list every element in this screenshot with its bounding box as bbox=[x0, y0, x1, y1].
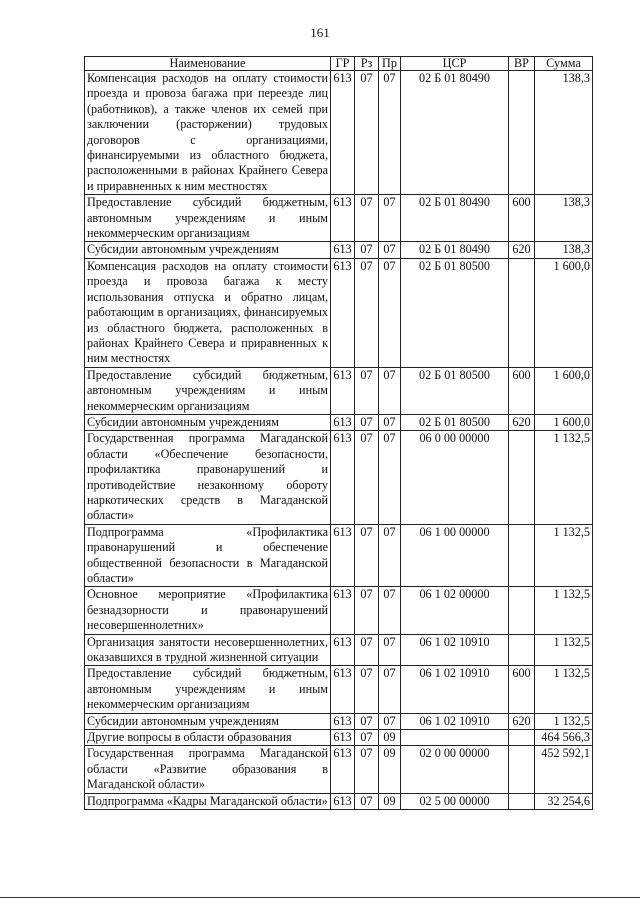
row-sum-cell: 1 132,5 bbox=[535, 431, 593, 524]
row-csr-cell: 06 0 00 00000 bbox=[401, 431, 509, 524]
row-sum-cell: 1 132,5 bbox=[535, 524, 593, 587]
row-name-cell: Компенсация расходов на оплату стоимости проезда и провоза багажа к месту использования отпуска и обратно лицам, работающим в организациях, финансируемых из областного бюджета, расположенных в районах Крайнего Севера и приравненных к ним местностях bbox=[85, 258, 331, 367]
row-pr-cell: 09 bbox=[379, 746, 401, 793]
row-csr-cell: 02 Б 01 80500 bbox=[401, 414, 509, 430]
row-vr-cell bbox=[509, 730, 535, 746]
row-pr-cell: 07 bbox=[379, 587, 401, 634]
row-sum-cell: 138,3 bbox=[535, 195, 593, 242]
row-csr-cell: 02 Б 01 80490 bbox=[401, 71, 509, 195]
row-rz-cell: 07 bbox=[355, 666, 379, 713]
row-csr-cell: 02 Б 01 80500 bbox=[401, 367, 509, 414]
row-sum-cell: 1 132,5 bbox=[535, 713, 593, 729]
row-sum-cell: 1 132,5 bbox=[535, 634, 593, 666]
row-pr-cell: 07 bbox=[379, 431, 401, 524]
row-pr-cell: 09 bbox=[379, 793, 401, 809]
row-sum-cell: 32 254,6 bbox=[535, 793, 593, 809]
row-gr-cell: 613 bbox=[331, 634, 355, 666]
table-row bbox=[85, 713, 593, 729]
row-csr-cell: 02 5 00 00000 bbox=[401, 793, 509, 809]
row-sum-cell: 1 600,0 bbox=[535, 367, 593, 414]
table-header-row bbox=[85, 57, 593, 71]
row-rz-cell: 07 bbox=[355, 431, 379, 524]
row-csr-cell: 06 1 00 00000 bbox=[401, 524, 509, 587]
row-pr-cell: 07 bbox=[379, 713, 401, 729]
table-row bbox=[85, 666, 593, 713]
row-vr-cell bbox=[509, 746, 535, 793]
row-name-cell: Субсидии автономным учреждениям bbox=[85, 242, 331, 258]
table-row bbox=[85, 746, 593, 793]
row-gr-cell: 613 bbox=[331, 746, 355, 793]
row-vr-cell bbox=[509, 431, 535, 524]
row-vr-cell: 600 bbox=[509, 195, 535, 242]
row-name-cell: Подпрограмма «Кадры Магаданской области» bbox=[85, 793, 331, 809]
header-gr: ГР bbox=[331, 57, 355, 71]
row-csr-cell: 02 Б 01 80490 bbox=[401, 242, 509, 258]
row-vr-cell bbox=[509, 634, 535, 666]
row-rz-cell: 07 bbox=[355, 634, 379, 666]
page-number: 161 bbox=[310, 25, 330, 40]
row-gr-cell: 613 bbox=[331, 431, 355, 524]
table-row bbox=[85, 242, 593, 258]
table-row bbox=[85, 793, 593, 809]
row-gr-cell: 613 bbox=[331, 713, 355, 729]
table-row bbox=[85, 414, 593, 430]
header-vr: ВР bbox=[509, 57, 535, 71]
row-gr-cell: 613 bbox=[331, 730, 355, 746]
row-csr-cell: 06 1 02 10910 bbox=[401, 713, 509, 729]
row-sum-cell: 1 132,5 bbox=[535, 587, 593, 634]
row-name-cell: Предоставление субсидий бюджетным, автономным учреждениям и иным некоммерческим организациям bbox=[85, 666, 331, 713]
row-pr-cell: 07 bbox=[379, 367, 401, 414]
row-gr-cell: 613 bbox=[331, 793, 355, 809]
row-pr-cell: 07 bbox=[379, 242, 401, 258]
row-gr-cell: 613 bbox=[331, 195, 355, 242]
row-vr-cell bbox=[509, 793, 535, 809]
row-name-cell: Предоставление субсидий бюджетным, автономным учреждениям и иным некоммерческим организациям bbox=[85, 195, 331, 242]
row-name-cell: Подпрограмма «Профилактика правонарушений и обеспечение общественной безопасности в Магаданской области» bbox=[85, 524, 331, 587]
row-rz-cell: 07 bbox=[355, 713, 379, 729]
row-vr-cell: 600 bbox=[509, 666, 535, 713]
row-pr-cell: 07 bbox=[379, 666, 401, 713]
header-rz: Рз bbox=[355, 57, 379, 71]
row-sum-cell: 1 600,0 bbox=[535, 258, 593, 367]
row-pr-cell: 07 bbox=[379, 524, 401, 587]
row-csr-cell: 06 1 02 10910 bbox=[401, 634, 509, 666]
table-row bbox=[85, 634, 593, 666]
row-csr-cell bbox=[401, 730, 509, 746]
row-sum-cell: 138,3 bbox=[535, 71, 593, 195]
table-row bbox=[85, 71, 593, 195]
row-vr-cell: 620 bbox=[509, 713, 535, 729]
row-sum-cell: 452 592,1 bbox=[535, 746, 593, 793]
row-gr-cell: 613 bbox=[331, 587, 355, 634]
row-rz-cell: 07 bbox=[355, 258, 379, 367]
row-pr-cell: 07 bbox=[379, 258, 401, 367]
row-pr-cell: 07 bbox=[379, 71, 401, 195]
row-csr-cell: 06 1 02 10910 bbox=[401, 666, 509, 713]
row-name-cell: Субсидии автономным учреждениям bbox=[85, 713, 331, 729]
row-vr-cell: 620 bbox=[509, 414, 535, 430]
row-rz-cell: 07 bbox=[355, 524, 379, 587]
row-pr-cell: 07 bbox=[379, 195, 401, 242]
row-rz-cell: 07 bbox=[355, 195, 379, 242]
row-rz-cell: 07 bbox=[355, 71, 379, 195]
row-pr-cell: 07 bbox=[379, 414, 401, 430]
row-sum-cell: 464 566,3 bbox=[535, 730, 593, 746]
table-row bbox=[85, 730, 593, 746]
table-row bbox=[85, 367, 593, 414]
budget-table bbox=[84, 56, 593, 810]
row-rz-cell: 07 bbox=[355, 793, 379, 809]
row-csr-cell: 06 1 02 00000 bbox=[401, 587, 509, 634]
row-gr-cell: 613 bbox=[331, 524, 355, 587]
row-vr-cell bbox=[509, 258, 535, 367]
row-vr-cell bbox=[509, 71, 535, 195]
table-row bbox=[85, 258, 593, 367]
row-pr-cell: 07 bbox=[379, 634, 401, 666]
table-row bbox=[85, 431, 593, 524]
row-gr-cell: 613 bbox=[331, 71, 355, 195]
row-vr-cell: 620 bbox=[509, 242, 535, 258]
row-gr-cell: 613 bbox=[331, 666, 355, 713]
row-csr-cell: 02 Б 01 80490 bbox=[401, 195, 509, 242]
table-row bbox=[85, 195, 593, 242]
row-sum-cell: 138,3 bbox=[535, 242, 593, 258]
row-rz-cell: 07 bbox=[355, 414, 379, 430]
row-gr-cell: 613 bbox=[331, 414, 355, 430]
row-rz-cell: 07 bbox=[355, 367, 379, 414]
row-name-cell: Основное мероприятие «Профилактика безнадзорности и правонарушений несовершеннолетних» bbox=[85, 587, 331, 634]
page-bottom-rule bbox=[0, 897, 640, 898]
header-name: Наименование bbox=[85, 57, 331, 71]
row-vr-cell bbox=[509, 524, 535, 587]
row-pr-cell: 09 bbox=[379, 730, 401, 746]
row-name-cell: Предоставление субсидий бюджетным, автономным учреждениям и иным некоммерческим организациям bbox=[85, 367, 331, 414]
row-name-cell: Субсидии автономным учреждениям bbox=[85, 414, 331, 430]
row-csr-cell: 02 Б 01 80500 bbox=[401, 258, 509, 367]
row-name-cell: Компенсация расходов на оплату стоимости проезда и провоза багажа при переезде лиц (работников), а также членов их семей при заключении (расторжении) трудовых договоров с организациями, финансируемыми из областного бюджета, расположенными в районах Крайнего Севера и приравненных к ним местностях bbox=[85, 71, 331, 195]
row-sum-cell: 1 600,0 bbox=[535, 414, 593, 430]
row-name-cell: Государственная программа Магаданской области «Развитие образования в Магаданской области» bbox=[85, 746, 331, 793]
row-csr-cell: 02 0 00 00000 bbox=[401, 746, 509, 793]
table-row bbox=[85, 524, 593, 587]
row-name-cell: Другие вопросы в области образования bbox=[85, 730, 331, 746]
row-rz-cell: 07 bbox=[355, 242, 379, 258]
header-sum: Сумма bbox=[535, 57, 593, 71]
row-vr-cell bbox=[509, 587, 535, 634]
row-gr-cell: 613 bbox=[331, 367, 355, 414]
row-name-cell: Организация занятости несовершеннолетних, оказавшихся в трудной жизненной ситуации bbox=[85, 634, 331, 666]
row-rz-cell: 07 bbox=[355, 746, 379, 793]
row-gr-cell: 613 bbox=[331, 258, 355, 367]
header-pr: Пр bbox=[379, 57, 401, 71]
row-name-cell: Государственная программа Магаданской области «Обеспечение безопасности, профилактика правонарушений и противодействие незаконному обороту наркотических средств в Магаданской области» bbox=[85, 431, 331, 524]
header-csr: ЦСР bbox=[401, 57, 509, 71]
row-rz-cell: 07 bbox=[355, 730, 379, 746]
row-vr-cell: 600 bbox=[509, 367, 535, 414]
row-rz-cell: 07 bbox=[355, 587, 379, 634]
row-gr-cell: 613 bbox=[331, 242, 355, 258]
row-sum-cell: 1 132,5 bbox=[535, 666, 593, 713]
table-row bbox=[85, 587, 593, 634]
